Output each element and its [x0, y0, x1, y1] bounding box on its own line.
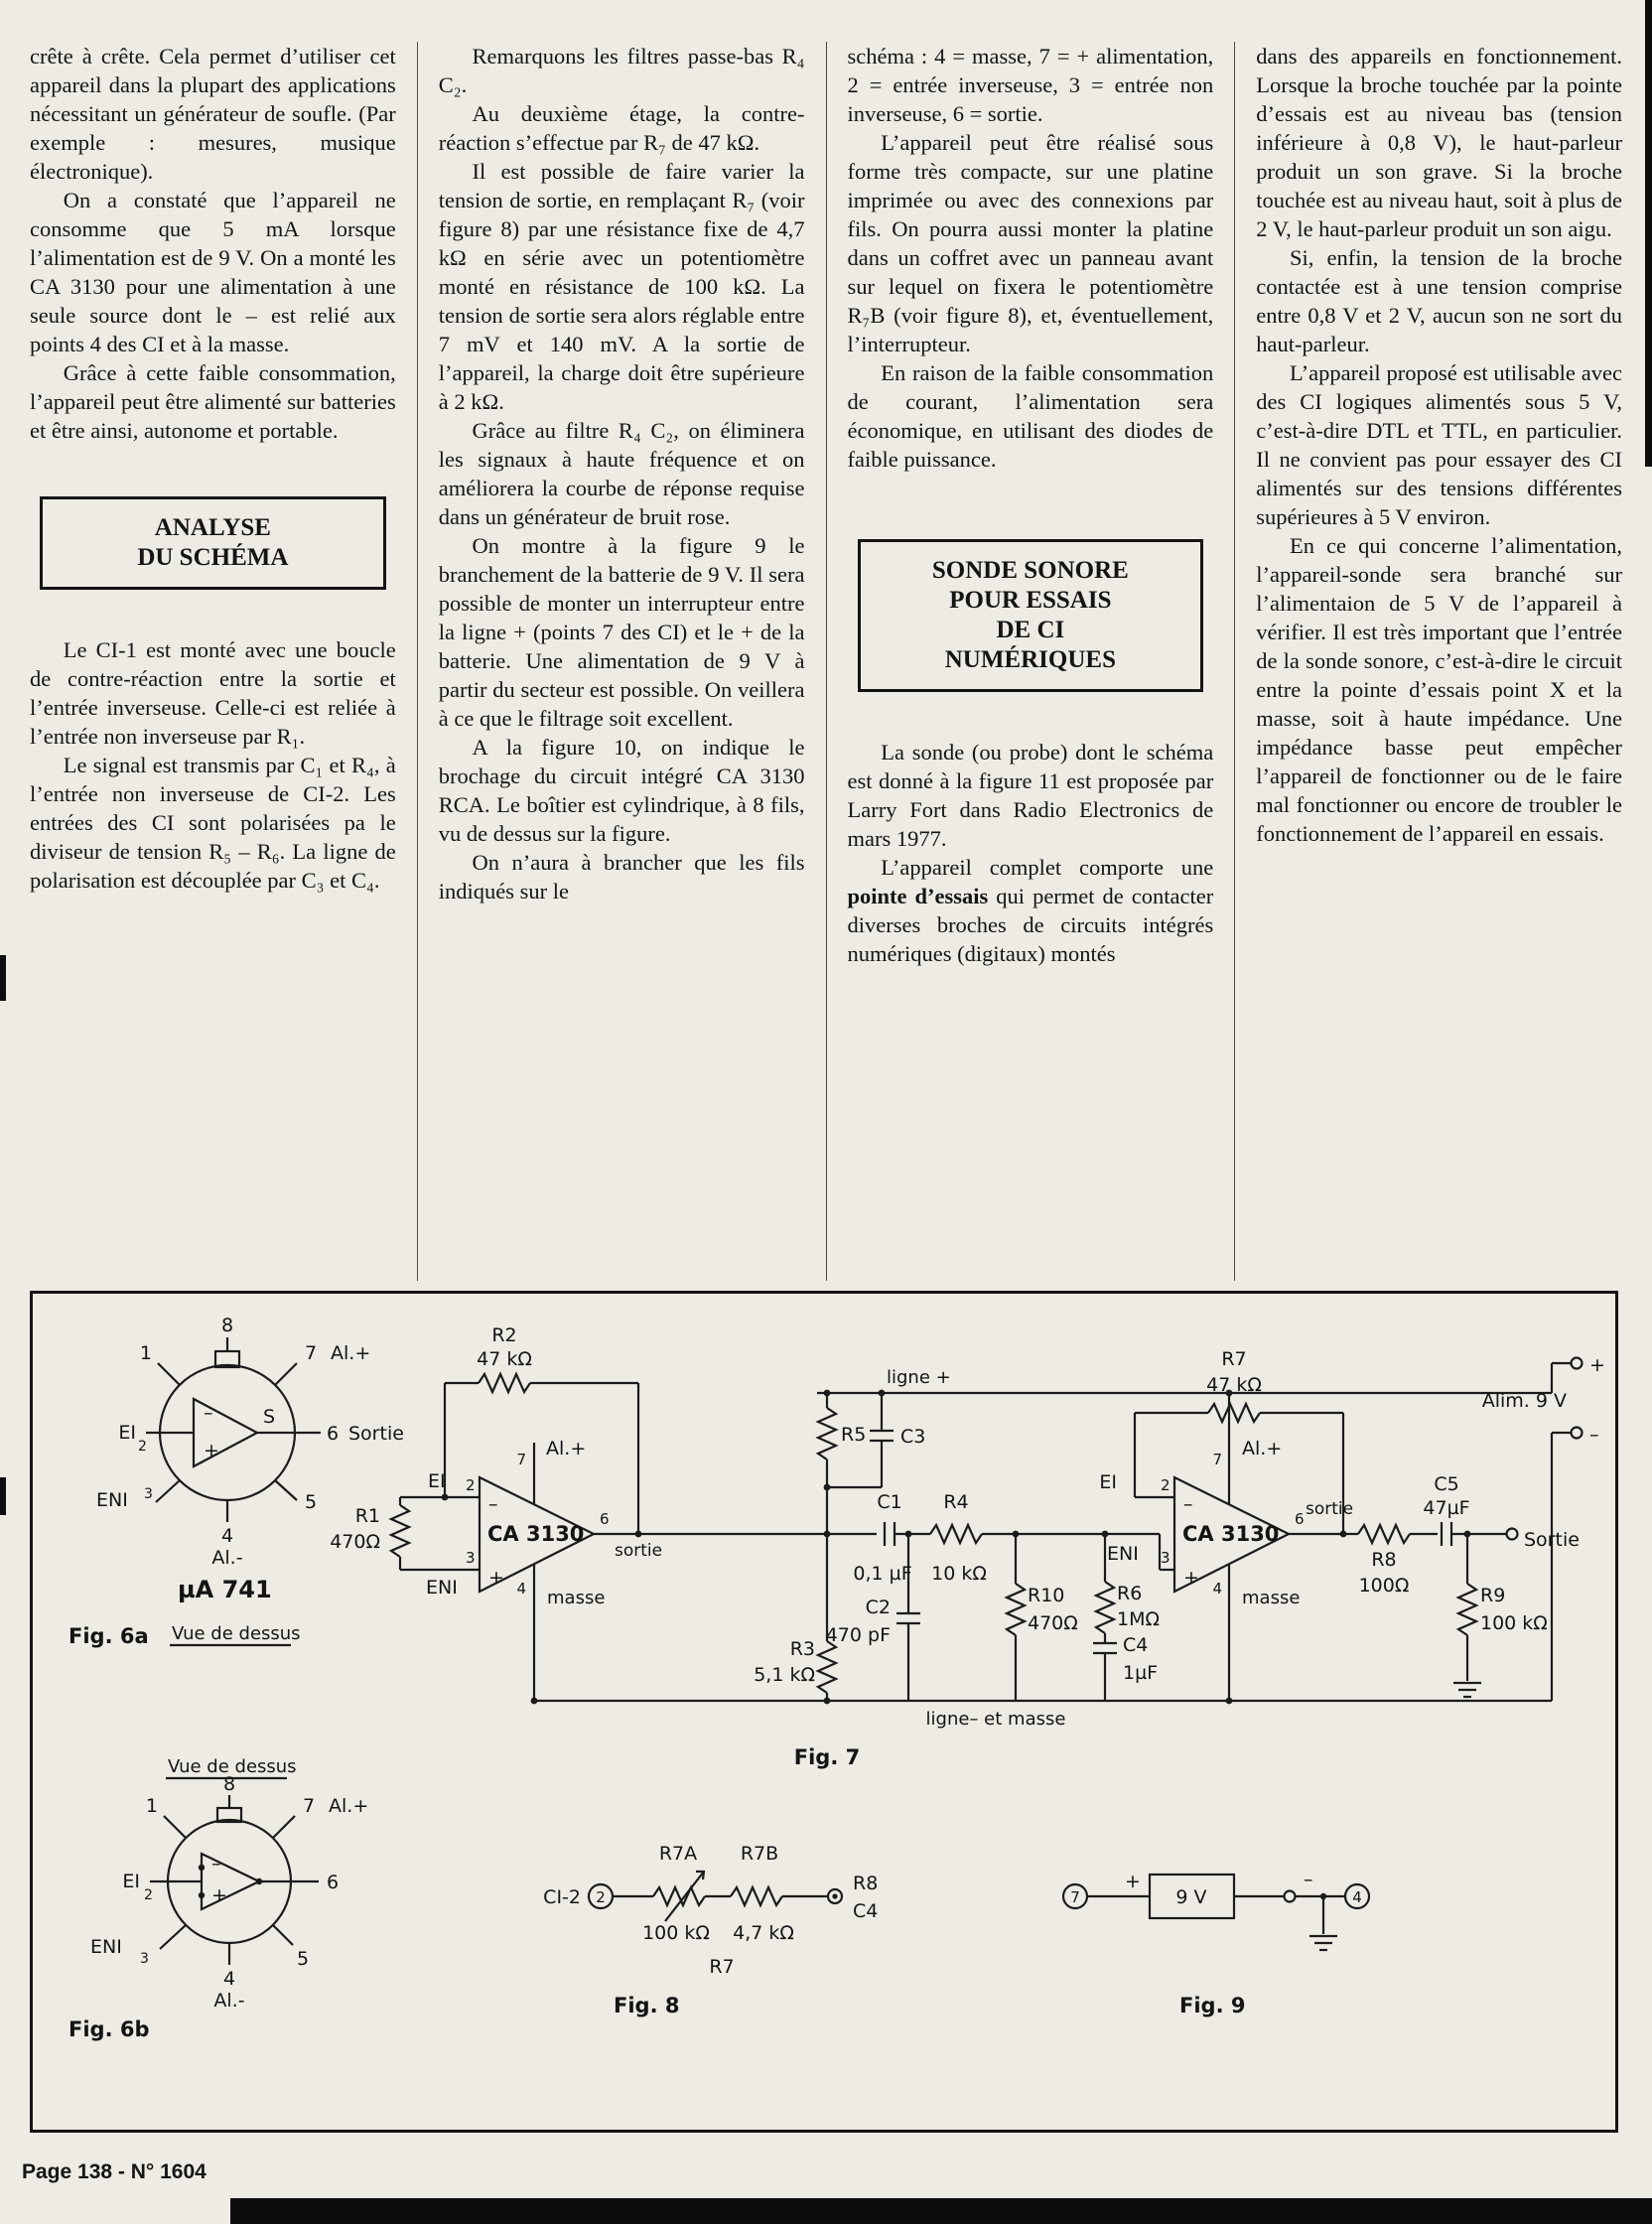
- paragraph: [848, 853, 1214, 968]
- fig6a-pin8-label: 8: [220, 1315, 234, 1336]
- fig7-alim-minus-sign: –: [1589, 1424, 1599, 1446]
- fig7-ei2-label: EI: [1099, 1471, 1117, 1493]
- fig7-amp1-alplus: Al.+: [546, 1438, 587, 1460]
- fig7-ligne-moins-label: ligne– et masse: [925, 1709, 1066, 1730]
- fig6a-pin5-label: 5: [305, 1491, 318, 1513]
- fig6b-view-label: Vue de dessus: [168, 1756, 297, 1777]
- fig6a-view-label: Vue de dessus: [172, 1623, 301, 1644]
- fig7-junction-dots: [442, 1390, 1471, 1705]
- fig9-circuit-drawing: [1063, 1875, 1369, 1950]
- fig7-amp2-pin6: 6: [1295, 1510, 1305, 1528]
- fig6a-pin3-label: 3: [144, 1486, 153, 1502]
- fig7-ei1-label: EI: [428, 1470, 446, 1492]
- fig7-r8-value: 100Ω: [1358, 1575, 1410, 1597]
- fig7-ligne-plus-label: ligne +: [887, 1367, 951, 1388]
- paragraph: Si, enfin, la tension de la broche contactée est à une tension comprise entre 0,8 V et 2 V, aucun son ne sort du haut-parleur.: [1256, 245, 1622, 356]
- fig6a-sortie-label: Sortie: [348, 1423, 404, 1445]
- fig6a-caption: Fig. 6a: [69, 1624, 149, 1648]
- column-2: [417, 42, 826, 1281]
- fig8-pin2-label: 2: [596, 1888, 606, 1906]
- fig7-amp2-plus: +: [1183, 1567, 1199, 1589]
- fig6b-circuit-drawing: [150, 1778, 319, 1965]
- fig7-amp1-minus: –: [488, 1493, 498, 1515]
- page-footer: Page 138 - N° 1604: [22, 2160, 206, 2183]
- fig6b-pinout-diagram: [69, 1756, 368, 2041]
- fig6b-pin4-label: 4: [222, 1968, 236, 1990]
- fig7-r9-name: R9: [1480, 1585, 1506, 1606]
- heading-line: ANALYSE: [154, 514, 271, 541]
- paragraph: On montre à la figure 9 le branchement de la batterie de 9 V. Il sera possible de monter un interrupteur entre la ligne + (points 7 des CI) et le + de la batterie. Une alimentation de 9 V à partir du secteur est possible. On veillera à ce que le filtrage soit excellent.: [438, 533, 805, 731]
- fig6b-plus-sign: +: [211, 1884, 227, 1906]
- paragraph: Remarquons les filtres passe-bas R₄ C₂.: [438, 44, 805, 97]
- fig6b-minus-sign: –: [211, 1853, 221, 1875]
- paragraph-text: L’appareil complet comporte une: [881, 855, 1214, 880]
- bold-phrase: pointe d’essais: [847, 884, 989, 908]
- fig7-amp2-pin4: 4: [1212, 1580, 1222, 1598]
- paragraph: crête à crête. Cela permet d’utiliser cet appareil dans la plupart des applications nécessitant un générateur de soufle. (Par exemple : mesures, musique électronique).: [30, 44, 396, 184]
- paragraph: dans des appareils en fonctionnement. Lorsque la broche touchée par la pointe d’essais est au niveau bas (tension inférieure à 0,8 V), le haut-parleur produit un son grave. Si la broche touchée est au niveau haut, soit à plus de 2 V, le haut-parleur produit un son aigu.: [1256, 44, 1622, 241]
- fig9-junction-dots: [1320, 1893, 1326, 1899]
- fig6b-pin3-label: 3: [140, 1951, 149, 1967]
- fig6b-pin-dots: [199, 1865, 262, 1898]
- fig6b-pin5-label: 5: [297, 1948, 310, 1970]
- fig7-schematic: [330, 1324, 1605, 1769]
- paragraph: L’appareil peut être réalisé sous forme très compacte, sur une platine imprimée ou avec des connexions par fils. On pourra aussi monter la platine dans un coffret avec un panneau avant sur lequel on fixera le potentiomètre R₇B (voir figure 8), et, éventuellement, l’interrupteur.: [847, 130, 1214, 356]
- fig6a-minus-sign: –: [204, 1402, 213, 1424]
- scan-artifact: [230, 2198, 1652, 2224]
- fig8-r7b-value: 4,7 kΩ: [733, 1922, 794, 1944]
- paragraph: schéma : 4 = masse, 7 = + alimentation, 2 = entrée inverseuse, 3 = entrée non inverseuse, 6 = sortie.: [847, 44, 1214, 126]
- fig7-c2-value: 470 pF: [825, 1624, 891, 1646]
- fig7-r9-value: 100 kΩ: [1480, 1612, 1548, 1634]
- fig6a-pin1-label: 1: [139, 1342, 152, 1364]
- fig6b-al-minus-label: Al.-: [213, 1990, 245, 2012]
- paragraph: La sonde (ou probe) dont le schéma est donné à la figure 11 est proposée par Larry Fort dans Radio Electronics de mars 1977.: [847, 740, 1214, 851]
- fig7-r10-value: 470Ω: [1028, 1612, 1078, 1634]
- fig8-r7b-name: R7B: [740, 1843, 779, 1865]
- fig8-r7a-value: 100 kΩ: [642, 1922, 710, 1944]
- fig7-amp2-masse: masse: [1242, 1588, 1301, 1608]
- paragraph: Il est possible de faire varier la tension de sortie, en remplaçant R₇ (voir figure 8) par une résistance fixe de 4,7 kΩ en série avec un potentiomètre monté en résistance de 100 kΩ. La tension de sortie sera alors réglable entre 7 mV et 140 mV. A la sortie de l’appareil, la charge doit être supérieure à 2 kΩ.: [438, 159, 805, 414]
- fig7-r3-name: R3: [789, 1638, 815, 1660]
- fig7-r1-name: R1: [354, 1505, 380, 1527]
- fig6b-pin8-label: 8: [222, 1773, 236, 1795]
- fig6a-title: µA 741: [178, 1576, 272, 1603]
- fig9-pin4-label: 4: [1352, 1888, 1362, 1906]
- fig7-caption: Fig. 7: [793, 1745, 861, 1769]
- fig6a-ei-label: EI: [118, 1422, 136, 1444]
- fig8-junction-dots: [832, 1893, 837, 1898]
- fig6a-plus-sign: +: [204, 1440, 219, 1461]
- fig7-r8-name: R8: [1371, 1549, 1397, 1571]
- fig6a-al-plus-label: Al.+: [331, 1342, 371, 1364]
- fig6b-pin6-label: 6: [327, 1872, 340, 1893]
- fig6a-eni-label: ENI: [96, 1489, 128, 1511]
- schematics-drawing: [33, 1294, 1615, 2130]
- fig9-minus-sign: –: [1304, 1869, 1313, 1890]
- schematics-figure-box: [30, 1291, 1618, 2133]
- column-1: [30, 42, 417, 1281]
- fig7-r6-name: R6: [1117, 1583, 1143, 1604]
- fig7-amp1-pin7: 7: [516, 1451, 526, 1468]
- fig7-r2-value: 47 kΩ: [477, 1348, 532, 1370]
- heading-line: NUMÉRIQUES: [944, 646, 1116, 673]
- scan-artifact: [1645, 0, 1652, 467]
- paragraph: A la figure 10, on indique le brochage du circuit intégré CA 3130 RCA. Le boîtier est cylindrique, à 8 fils, vu de dessus sur la figure.: [438, 735, 805, 846]
- scan-artifact: [0, 1477, 6, 1515]
- fig7-r7-value: 47 kΩ: [1206, 1374, 1262, 1396]
- fig7-amp1-pin3: 3: [466, 1549, 476, 1567]
- fig9-caption: Fig. 9: [1179, 1994, 1246, 2017]
- fig7-amp2-pin7: 7: [1212, 1451, 1222, 1468]
- section-heading-sonde: [858, 539, 1204, 692]
- fig7-r10-name: R10: [1028, 1585, 1065, 1606]
- fig7-c4-value: 1µF: [1123, 1662, 1159, 1684]
- fig8-r7a-name: R7A: [658, 1843, 698, 1865]
- fig7-sortie-out-label: Sortie: [1524, 1529, 1580, 1551]
- fig7-amp1-masse: masse: [547, 1588, 606, 1608]
- fig7-r7-name: R7: [1221, 1348, 1247, 1370]
- fig7-eni1-label: ENI: [426, 1577, 458, 1598]
- fig6b-ei-label: EI: [122, 1871, 140, 1892]
- section-heading-analyse: [40, 496, 386, 590]
- fig7-amp2-name: CA 3130: [1182, 1522, 1280, 1546]
- fig7-amp2-alplus: Al.+: [1242, 1438, 1283, 1460]
- fig6a-pinout-diagram: [69, 1315, 404, 1648]
- fig7-amp2-sortie: sortie: [1306, 1499, 1354, 1519]
- fig6b-al-plus-label: Al.+: [329, 1795, 369, 1817]
- fig6a-pin4-label: 4: [220, 1525, 234, 1547]
- fig7-amp1-pin4: 4: [516, 1580, 526, 1598]
- fig6a-pin6-label: 6: [327, 1423, 340, 1445]
- scan-artifact: [0, 955, 6, 1001]
- fig6b-pin7-label: 7: [303, 1795, 316, 1817]
- fig7-r4-value: 10 kΩ: [931, 1563, 987, 1585]
- fig9-battery-label: 9 V: [1175, 1886, 1207, 1908]
- fig7-eni2-label: ENI: [1107, 1543, 1139, 1565]
- paragraph: Grâce à cette faible consommation, l’appareil peut être alimenté sur batteries et être ainsi, autonome et portable.: [30, 360, 396, 443]
- fig7-amp1-pin6: 6: [600, 1510, 610, 1528]
- heading-line: SONDE SONORE: [931, 557, 1129, 584]
- paragraph: L’appareil proposé est utilisable avec des CI logiques alimentés sous 5 V, c’est-à-dire DTL et TTL, en particulier. Il ne convient pas pour essayer des CI alimentés sur des tensions différentes supérieures à 5 V environ.: [1256, 360, 1622, 529]
- paragraph: Le signal est transmis par C₁ et R₄, à l’entrée non inverseuse de CI-2. Les entrées des CI sont polarisées pa le diviseur de tension R₅ – R₆. La ligne de polarisation est découplée par C₃ et C₄.: [30, 753, 396, 893]
- article-columns: [30, 42, 1622, 1281]
- column-4: [1234, 42, 1622, 1281]
- paragraph: Au deuxième étage, la contre-réaction s’effectue par R₇ de 47 kΩ.: [438, 101, 805, 155]
- fig7-c2-name: C2: [865, 1597, 891, 1618]
- fig8-schematic: [543, 1843, 878, 2017]
- fig7-alim-label: Alim. 9 V: [1481, 1390, 1567, 1412]
- fig9-schematic: [1063, 1869, 1369, 2017]
- heading-line: DE CI: [996, 617, 1065, 643]
- fig6b-pin1-label: 1: [145, 1795, 158, 1817]
- fig8-circuit-drawing: [589, 1872, 842, 1921]
- fig7-r5-name: R5: [841, 1424, 867, 1446]
- fig7-c5-name: C5: [1434, 1473, 1459, 1495]
- fig6a-s-label: S: [263, 1406, 276, 1428]
- fig7-c1-value: 0,1 µF: [853, 1563, 912, 1585]
- fig7-amp2-minus: –: [1183, 1493, 1193, 1515]
- fig7-c5-value: 47µF: [1423, 1497, 1470, 1519]
- paragraph: En raison de la faible consommation de courant, l’alimentation sera économique, en utilisant des diodes de faible puissance.: [847, 360, 1214, 472]
- fig7-amp1-sortie: sortie: [615, 1541, 663, 1561]
- paragraph: On a constaté que l’appareil ne consomme que 5 mA lorsque l’alimentation est de 9 V. On a monté les CA 3130 pour une alimentation à une seule source dont le – est relié aux points 4 des CI et à la masse.: [30, 188, 396, 356]
- fig8-caption: Fig. 8: [614, 1994, 680, 2017]
- fig7-amp1-name: CA 3130: [487, 1522, 585, 1546]
- paragraph: En ce qui concerne l’alimentation, l’appareil-sonde sera branché sur l’alimentaion de 5 V de l’appareil à vérifier. Il est très important que l’entrée de la sonde sonore, c’est-à-dire le circuit entre la pointe d’essais point X et la masse, soit à haute impédance. Une impédance basse peut empêcher l’appareil de fonctionner ou de le faire mal fonctionner ou encore de troubler le fonctionnement de l’appareil en essais.: [1256, 533, 1622, 846]
- heading-line: POUR ESSAIS: [949, 587, 1112, 614]
- fig7-alim-plus-sign: +: [1589, 1354, 1605, 1376]
- fig6b-pin2-label: 2: [144, 1887, 153, 1903]
- fig7-r4-name: R4: [943, 1491, 969, 1513]
- paragraph: On n’aura à brancher que les fils indiqués sur le: [438, 850, 805, 904]
- fig7-c1-name: C1: [877, 1491, 902, 1513]
- fig7-amp1-pin2: 2: [466, 1476, 476, 1494]
- fig8-ci2-label: CI-2: [543, 1886, 581, 1908]
- fig6a-al-minus-label: Al.-: [211, 1547, 243, 1569]
- fig7-r3-value: 5,1 kΩ: [754, 1664, 815, 1686]
- fig6a-pin2-label: 2: [138, 1439, 147, 1455]
- fig7-r6-value: 1MΩ: [1117, 1608, 1161, 1630]
- fig7-amp1-plus: +: [488, 1567, 504, 1589]
- fig6b-caption: Fig. 6b: [69, 2017, 150, 2041]
- fig6a-pin7-label: 7: [305, 1342, 318, 1364]
- fig7-amp2-pin2: 2: [1161, 1476, 1170, 1494]
- fig9-pin7-label: 7: [1070, 1888, 1080, 1906]
- fig8-r8-label: R8: [853, 1873, 879, 1894]
- fig7-r2-name: R2: [491, 1324, 517, 1346]
- heading-line: DU SCHÉMA: [137, 544, 289, 571]
- paragraph-text: qui permet de contacter diverses broches de circuits intégrés numériques (digitaux) montés: [847, 884, 1214, 966]
- fig8-c4-label: C4: [853, 1900, 879, 1922]
- fig7-c3-name: C3: [900, 1426, 926, 1448]
- fig6b-eni-label: ENI: [90, 1936, 122, 1958]
- paragraph: Le CI-1 est monté avec une boucle de contre-réaction entre la sortie et l’entrée inverseuse. Celle-ci est reliée à l’entrée non inverseuse par R₁.: [30, 637, 396, 749]
- fig7-r1-value: 470Ω: [330, 1531, 380, 1553]
- fig8-r7-label: R7: [709, 1956, 735, 1978]
- column-3: [826, 42, 1235, 1281]
- fig7-c4-name: C4: [1123, 1634, 1149, 1656]
- fig9-plus-sign: +: [1125, 1871, 1141, 1892]
- fig7-amp2-pin3: 3: [1161, 1549, 1170, 1567]
- paragraph: Grâce au filtre R₄ C₂, on éliminera les signaux à haute fréquence et on améliorera la courbe de réponse requise dans un générateur de bruit rose.: [438, 418, 805, 529]
